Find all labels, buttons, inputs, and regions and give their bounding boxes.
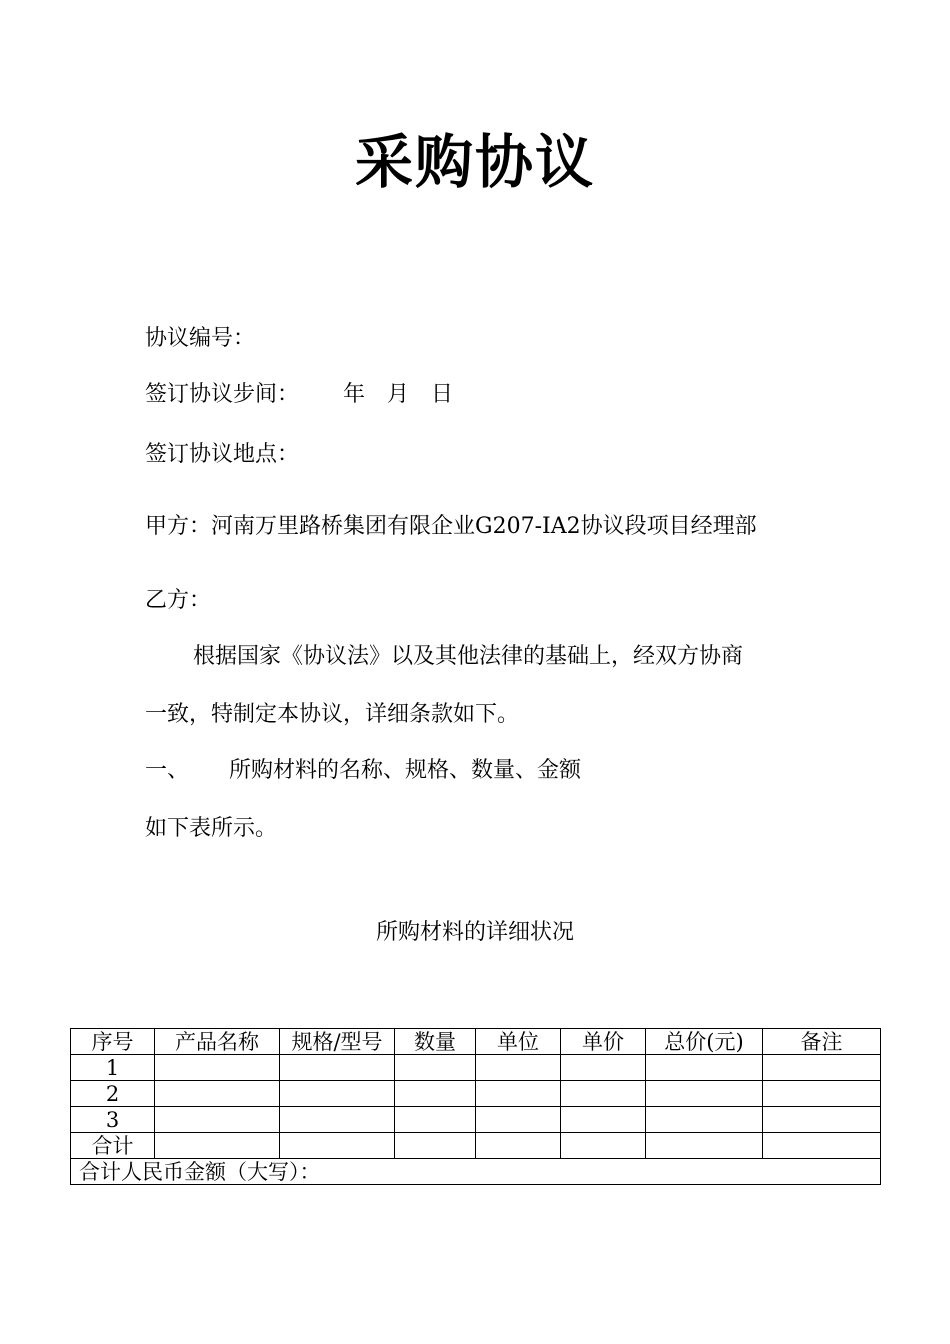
table-row <box>71 1081 881 1107</box>
table-caption: 所购材料的详细状况 <box>375 920 574 945</box>
header-cell: 单价 <box>561 1029 646 1055</box>
amount-in-words-cell: 合计人民币金额（大写）： <box>71 1159 881 1185</box>
table-row <box>71 1107 881 1133</box>
table-cell <box>561 1055 646 1081</box>
table-cell <box>280 1133 395 1159</box>
table-cell <box>280 1081 395 1107</box>
table-cell <box>395 1133 476 1159</box>
table-cell <box>561 1133 646 1159</box>
table-cell <box>646 1107 763 1133</box>
table-cell <box>476 1133 561 1159</box>
table-cell <box>763 1081 881 1107</box>
table-row-total <box>71 1133 881 1159</box>
table-cell <box>646 1081 763 1107</box>
table-cell <box>763 1133 881 1159</box>
table-cell <box>476 1055 561 1081</box>
paragraph-line-2: 一致，特制定本协议，详细条款如下。 <box>145 702 520 727</box>
document-title: 采购协议 <box>354 128 595 196</box>
table-cell <box>395 1055 476 1081</box>
paragraph-line-1: 根据国家《协议法》以及其他法律的基础上，经双方协商 <box>193 644 744 669</box>
sign-date-field <box>145 380 453 410</box>
header-cell: 单位 <box>476 1029 561 1055</box>
table-cell: 1 <box>71 1055 155 1081</box>
header-cell: 产品名称 <box>155 1029 280 1055</box>
table-cell <box>280 1107 395 1133</box>
table-cell <box>763 1107 881 1133</box>
month-label: 月 <box>387 382 410 407</box>
table-cell <box>646 1133 763 1159</box>
table-cell <box>395 1081 476 1107</box>
table-cell <box>561 1107 646 1133</box>
table-cell <box>155 1107 280 1133</box>
section-1-title: 所购材料的名称、规格、数量、金额 <box>229 758 582 783</box>
materials-table <box>70 1028 881 1185</box>
section-1-number: 一、 <box>145 758 190 783</box>
table-cell <box>476 1081 561 1107</box>
section-1-heading <box>145 756 581 786</box>
table-cell: 合计 <box>71 1133 155 1159</box>
table-row-amount-in-words <box>71 1159 881 1185</box>
agreement-number-field: 协议编号： <box>145 326 256 351</box>
table-cell <box>561 1081 646 1107</box>
table-header-row <box>71 1029 881 1055</box>
table-cell: 2 <box>71 1081 155 1107</box>
table-cell: 3 <box>71 1107 155 1133</box>
sign-place-field: 签订协议地点： <box>145 442 300 467</box>
year-label: 年 <box>343 382 366 407</box>
party-a-field: 甲方：河南万里路桥集团有限企业G207-IA2协议段项目经理部 <box>145 514 757 539</box>
section-1-note: 如下表所示。 <box>145 816 278 841</box>
table-cell <box>763 1055 881 1081</box>
header-cell: 总价(元) <box>646 1029 763 1055</box>
party-b-field: 乙方： <box>145 588 212 613</box>
header-cell: 数量 <box>395 1029 476 1055</box>
table-cell <box>646 1055 763 1081</box>
header-cell: 序号 <box>71 1029 155 1055</box>
header-cell: 规格/型号 <box>280 1029 395 1055</box>
day-label: 日 <box>431 382 454 407</box>
table-cell <box>155 1081 280 1107</box>
table-cell <box>155 1055 280 1081</box>
table-cell <box>155 1133 280 1159</box>
table-cell <box>395 1107 476 1133</box>
header-cell: 备注 <box>763 1029 881 1055</box>
table-row <box>71 1055 881 1081</box>
sign-date-label: 签订协议步间： <box>145 382 300 407</box>
table-cell <box>280 1055 395 1081</box>
table-cell <box>476 1107 561 1133</box>
